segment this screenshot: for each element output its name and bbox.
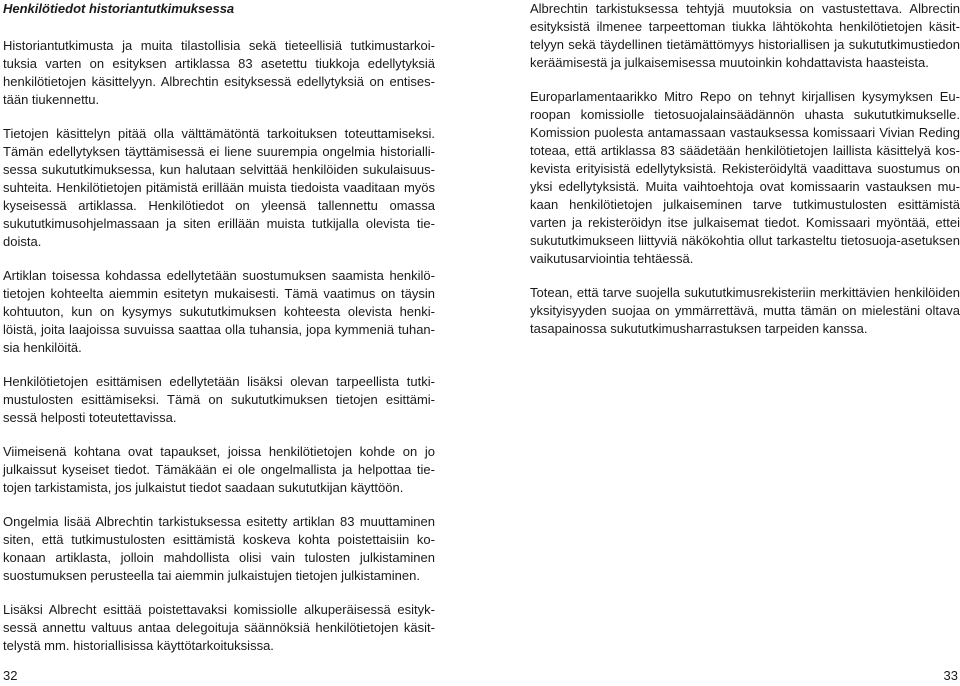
paragraph: Historiantutkimusta ja muita tilastollisia sekä tieteellisiä tutkimustarkoituksia varten on esityksen artiklassa 83 asetettu tiukkoja edellytyksiä henkilötietojen käsittelyyn. Albrechtin esityksessä edellytyksiä on entisestään tiukennettu. (3, 38, 435, 107)
paragraph: Ongelmia lisää Albrechtin tarkistuksessa esitetty artiklan 83 muuttaminen siten, että tutkimustulosten esittämistä koskeva kohta poistettaisiin kokonaan artiklasta, jolloin mahdollista olisi vain tulosten julkistaminen suostumuksen perusteella tai aiemmin julkaistujen tietojen julkistaminen. (3, 514, 435, 583)
right-column (530, 0, 960, 354)
paragraph: Tietojen käsittelyn pitää olla välttämätöntä tarkoituksen toteuttamiseksi. Tämän edellytyksen täyttämisessä ei liene suurempia ongelmia historiallisessa sukututkimuksessa, kun halutaan selvittää henkilöiden sukulaisuussuhteita. Henkilötietojen pitämistä erillään muista tiedoista vaaditaan myös kyseisessä artiklassa. Henkilötiedot on yleensä tallennettu omassa sukututkimusohjelmassaan ja siten erillään muista tutkijalla olevista tiedoista. (3, 126, 435, 249)
paragraph: Lisäksi Albrecht esittää poistettavaksi komissiolle alkuperäisessä esityksessä annettu valtuus antaa delegoituja säännöksiä henkilötietojen käsittelystä mm. historiallisissa käyttötarkoituksissa. (3, 602, 435, 653)
paragraph: Totean, että tarve suojella sukututkimusrekisteriin merkittävien henkilöiden yksityisyyden suojaa on ymmärrettävä, mutta tämän on mielestäni oltava tasapainossa sukututkimusharrastuksen tarpeiden kanssa. (530, 285, 960, 336)
paragraph: Europarlamentaarikko Mitro Repo on tehnyt kirjallisen kysymyksen Euroopan komissiolle tietosuojalainsäädännön uhasta sukututkimukselle. Komission puolesta antamassaan vastauksessa komissaari Vivian Reding toteaa, että artiklassa 83 säädetään henkilötietojen laillista käsittelyä koskevista erityisistä edellytyksistä. Rekisteröidyltä vaadittava suostumus on yksi edellytyksistä. Muita vaihtoehtoja ovat komissaarin vastauksen mukaan henkilötietojen julkaiseminen tarve tutkimustulosten esittämistä varten ja rekisteröidyn itse julkaisemat tiedot. Komissaari myöntää, ettei sukututkimukseen liittyviä näkökohtia ollut tarkasteltu tietosuoja-asetuksen vaikutusarviointia tehtäessä. (530, 89, 960, 266)
left-column (3, 0, 435, 671)
paragraph: Albrechtin tarkistuksessa tehtyjä muutoksia on vastustettava. Albrectin esityksistä ilmenee tarpeettoman tiukka lähtökohta henkilötietojen käsittelyyn sekä täydellinen tietämättömyys historiallisen ja sukututkimustiedon keräämisestä ja julkaisemisessa muutoinkin kohdattavista haasteista. (530, 1, 960, 70)
paragraph: Viimeisenä kohtana ovat tapaukset, joissa henkilötietojen kohde on jo julkaissut kyseiset tiedot. Tämäkään ei ole ongelmallista ja helpottaa tietojen tarkistamista, jos julkaistut tiedot saadaan sukututkijan käyttöön. (3, 444, 435, 495)
paragraph: Artiklan toisessa kohdassa edellytetään suostumuksen saamista henkilötietojen kohteelta aiemmin esitetyn mukaisesti. Tämä vaatimus on täysin kohtuuton, kun on kysymys sukututkimuksen kohteesta olevista henkilöistä, joita laajoissa suvuissa saattaa olla tuhansia, jopa kymmeniä tuhansia henkilöitä. (3, 268, 435, 355)
section-heading: Henkilötiedot historiantutkimuksessa (3, 1, 235, 16)
paragraph: Henkilötietojen esittämisen edellytetään lisäksi olevan tarpeellista tutkimustulosten esittämiseksi. Tämä on sukututkimuksen tietojen esittämisessä helposti toteutettavissa. (3, 374, 435, 425)
page-number-right: 33 (943, 668, 958, 683)
page-number-left: 32 (3, 668, 18, 683)
